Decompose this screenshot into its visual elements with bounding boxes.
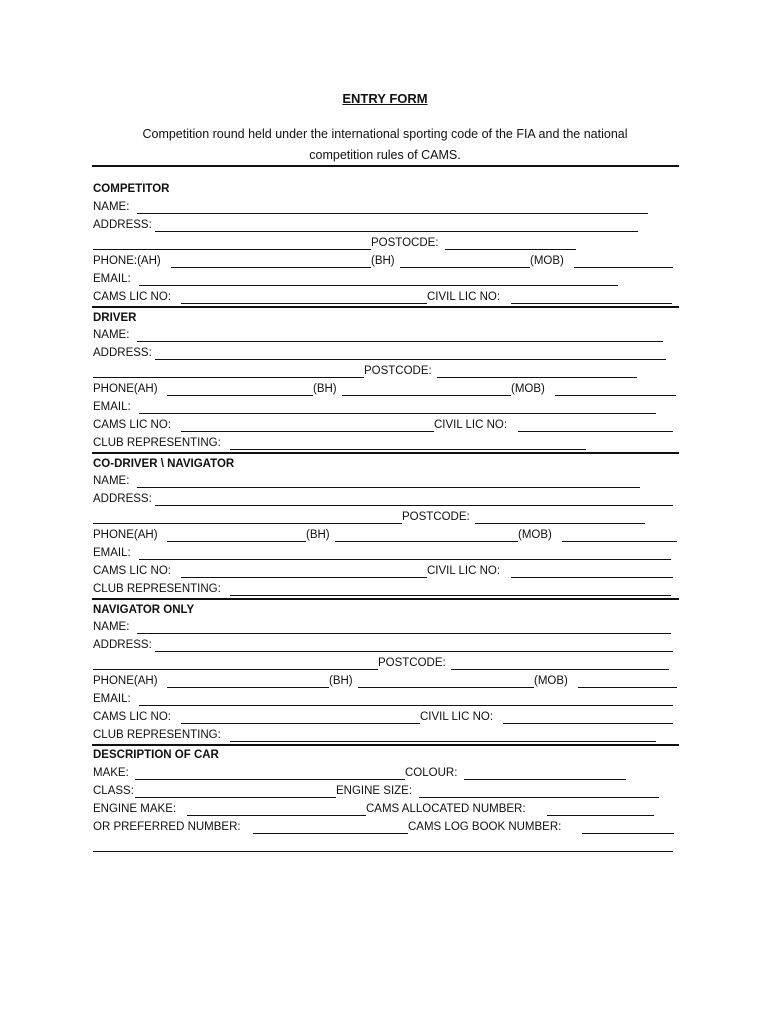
competitor-civil-lic-field[interactable] bbox=[511, 303, 672, 304]
driver-cams-lic-field[interactable] bbox=[181, 431, 434, 432]
co-driver-postcode-row bbox=[93, 510, 678, 528]
navigator-cams-lic-field[interactable] bbox=[181, 723, 420, 724]
navigator-civil-lic-label: CIVIL LIC NO: bbox=[420, 711, 494, 723]
co-driver-address-row bbox=[93, 492, 678, 510]
driver-license-row bbox=[93, 418, 678, 436]
co-driver-email-field[interactable] bbox=[139, 559, 671, 560]
competitor-postcode-label: POSTOCDE: bbox=[371, 237, 439, 249]
car-preferred-row bbox=[93, 820, 678, 838]
competitor-phone-row bbox=[93, 254, 678, 272]
navigator-name-row bbox=[93, 620, 678, 638]
co-driver-phone-ah-field[interactable] bbox=[167, 541, 306, 542]
co-driver-cams-lic-field[interactable] bbox=[181, 577, 427, 578]
navigator-phone-row bbox=[93, 674, 678, 692]
car-engine-make-row bbox=[93, 802, 678, 820]
competitor-phone-ah-field[interactable] bbox=[171, 267, 371, 268]
car-colour-field[interactable] bbox=[464, 779, 626, 780]
navigator-cams-lic-label: CAMS LIC NO: bbox=[93, 711, 171, 723]
navigator-club-field[interactable] bbox=[230, 741, 656, 742]
navigator-postcode-field[interactable] bbox=[451, 669, 669, 670]
navigator-postcode-label: POSTCODE: bbox=[378, 657, 446, 669]
co-driver-phone-row bbox=[93, 528, 678, 546]
navigator-postcode-row bbox=[93, 656, 678, 674]
co-driver-email-label: EMAIL: bbox=[93, 547, 131, 559]
co-driver-phone-ah-label: PHONE(AH) bbox=[93, 529, 158, 541]
car-heading: DESCRIPTION OF CAR bbox=[93, 749, 219, 761]
car-engine-size-label: ENGINE SIZE: bbox=[336, 785, 413, 797]
car-cams-allocated-field[interactable] bbox=[547, 815, 654, 816]
driver-postcode-row bbox=[93, 364, 678, 382]
navigator-name-field[interactable] bbox=[137, 633, 671, 634]
car-log-book-field[interactable] bbox=[582, 833, 674, 834]
competitor-name-field[interactable] bbox=[137, 213, 648, 214]
co-driver-civil-lic-field[interactable] bbox=[511, 577, 673, 578]
co-driver-address-label: ADDRESS: bbox=[93, 493, 152, 505]
car-make-row bbox=[93, 766, 678, 784]
driver-phone-ah-field[interactable] bbox=[167, 395, 313, 396]
navigator-name-label: NAME: bbox=[93, 621, 130, 633]
navigator-license-row bbox=[93, 710, 678, 728]
section-divider bbox=[92, 452, 679, 454]
driver-postcode-label: POSTCODE: bbox=[364, 365, 432, 377]
driver-address-field[interactable] bbox=[155, 359, 666, 360]
driver-phone-ah-label: PHONE(AH) bbox=[93, 383, 158, 395]
competitor-email-field[interactable] bbox=[139, 285, 618, 286]
competitor-cams-lic-label: CAMS LIC NO: bbox=[93, 291, 171, 303]
competitor-postcode-field[interactable] bbox=[445, 249, 576, 250]
co-driver-name-row bbox=[93, 474, 678, 492]
driver-bh-field[interactable] bbox=[342, 395, 511, 396]
co-driver-mob-field[interactable] bbox=[562, 541, 677, 542]
driver-email-row bbox=[93, 400, 678, 418]
competitor-name-label: NAME: bbox=[93, 201, 130, 213]
competitor-postcode-row bbox=[93, 236, 678, 254]
navigator-bh-field[interactable] bbox=[358, 687, 534, 688]
co-driver-postcode-field[interactable] bbox=[475, 523, 645, 524]
driver-email-field[interactable] bbox=[139, 413, 656, 414]
navigator-mob-field[interactable] bbox=[578, 687, 677, 688]
subtitle-line-2: competition rules of CAMS. bbox=[309, 148, 461, 162]
navigator-address-row bbox=[93, 638, 678, 656]
driver-postcode-field[interactable] bbox=[437, 377, 637, 378]
competitor-address-label: ADDRESS: bbox=[93, 219, 152, 231]
driver-civil-lic-field[interactable] bbox=[518, 431, 673, 432]
navigator-phone-ah-label: PHONE(AH) bbox=[93, 675, 158, 687]
car-colour-label: COLOUR: bbox=[405, 767, 458, 779]
co-driver-club-field[interactable] bbox=[230, 595, 671, 596]
car-log-book-label: CAMS LOG BOOK NUMBER: bbox=[408, 821, 562, 833]
navigator-email-label: EMAIL: bbox=[93, 693, 131, 705]
competitor-cams-lic-field[interactable] bbox=[181, 303, 427, 304]
car-preferred-label: OR PREFERRED NUMBER: bbox=[93, 821, 241, 833]
section-divider bbox=[92, 165, 679, 167]
section-divider bbox=[92, 306, 679, 308]
navigator-phone-ah-field[interactable] bbox=[167, 687, 329, 688]
subtitle-line-1: Competition round held under the international sporting code of the FIA and the national bbox=[142, 127, 628, 141]
driver-mob-label: (MOB) bbox=[511, 383, 545, 395]
co-driver-postcode-label: POSTCODE: bbox=[402, 511, 470, 523]
section-divider bbox=[92, 598, 679, 600]
navigator-club-label: CLUB REPRESENTING: bbox=[93, 729, 221, 741]
navigator-civil-lic-field[interactable] bbox=[503, 723, 673, 724]
competitor-address-field[interactable] bbox=[155, 231, 638, 232]
co-driver-civil-lic-label: CIVIL LIC NO: bbox=[427, 565, 501, 577]
co-driver-email-row bbox=[93, 546, 678, 564]
car-class-row bbox=[93, 784, 678, 802]
driver-cams-lic-label: CAMS LIC NO: bbox=[93, 419, 171, 431]
car-class-label: CLASS: bbox=[93, 785, 134, 797]
car-extra-row bbox=[93, 838, 678, 856]
driver-email-label: EMAIL: bbox=[93, 401, 131, 413]
car-engine-size-field[interactable] bbox=[419, 797, 659, 798]
car-make-label: MAKE: bbox=[93, 767, 129, 779]
form-subtitle bbox=[92, 124, 678, 166]
competitor-bh-label: (BH) bbox=[371, 255, 395, 267]
co-driver-club-label: CLUB REPRESENTING: bbox=[93, 583, 221, 595]
car-engine-make-field[interactable] bbox=[187, 815, 366, 816]
driver-bh-label: (BH) bbox=[313, 383, 337, 395]
competitor-email-label: EMAIL: bbox=[93, 273, 131, 285]
driver-name-label: NAME: bbox=[93, 329, 130, 341]
navigator-address-label: ADDRESS: bbox=[93, 639, 152, 651]
competitor-email-row bbox=[93, 272, 678, 290]
driver-club-label: CLUB REPRESENTING: bbox=[93, 437, 221, 449]
navigator-email-row bbox=[93, 692, 678, 710]
co-driver-heading: CO-DRIVER \ NAVIGATOR bbox=[93, 458, 235, 470]
driver-club-field[interactable] bbox=[230, 449, 586, 450]
co-driver-bh-label: (BH) bbox=[306, 529, 330, 541]
navigator-address-field-2[interactable] bbox=[93, 669, 378, 670]
competitor-phone-ah-label: PHONE:(AH) bbox=[93, 255, 161, 267]
car-extra-field[interactable] bbox=[93, 851, 673, 852]
car-preferred-field[interactable] bbox=[253, 833, 408, 834]
competitor-mob-field[interactable] bbox=[574, 267, 673, 268]
car-make-field[interactable] bbox=[135, 779, 405, 780]
co-driver-name-label: NAME: bbox=[93, 475, 130, 487]
competitor-civil-lic-label: CIVIL LIC NO: bbox=[427, 291, 501, 303]
navigator-bh-label: (BH) bbox=[329, 675, 353, 687]
co-driver-license-row bbox=[93, 564, 678, 582]
competitor-address-field-2[interactable] bbox=[93, 249, 371, 250]
driver-address-row bbox=[93, 346, 678, 364]
co-driver-address-field-2[interactable] bbox=[93, 523, 402, 524]
competitor-name-row bbox=[93, 200, 678, 218]
co-driver-bh-field[interactable] bbox=[335, 541, 518, 542]
co-driver-address-field[interactable] bbox=[155, 505, 673, 506]
section-divider bbox=[92, 744, 679, 746]
driver-civil-lic-label: CIVIL LIC NO: bbox=[434, 419, 508, 431]
competitor-bh-field[interactable] bbox=[400, 267, 530, 268]
car-engine-make-label: ENGINE MAKE: bbox=[93, 803, 177, 815]
navigator-email-field[interactable] bbox=[139, 705, 673, 706]
car-class-field[interactable] bbox=[135, 797, 336, 798]
driver-name-field[interactable] bbox=[137, 341, 663, 342]
co-driver-mob-label: (MOB) bbox=[518, 529, 552, 541]
driver-mob-field[interactable] bbox=[555, 395, 676, 396]
competitor-mob-label: (MOB) bbox=[530, 255, 564, 267]
navigator-mob-label: (MOB) bbox=[534, 675, 568, 687]
co-driver-cams-lic-label: CAMS LIC NO: bbox=[93, 565, 171, 577]
driver-heading: DRIVER bbox=[93, 312, 137, 324]
form-title: ENTRY FORM bbox=[342, 91, 428, 106]
driver-name-row bbox=[93, 328, 678, 346]
competitor-heading: COMPETITOR bbox=[93, 183, 170, 195]
driver-address-field-2[interactable] bbox=[93, 377, 364, 378]
car-cams-allocated-label: CAMS ALLOCATED NUMBER: bbox=[366, 803, 526, 815]
co-driver-name-field[interactable] bbox=[137, 487, 640, 488]
driver-phone-row bbox=[93, 382, 678, 400]
competitor-address-row bbox=[93, 218, 678, 236]
driver-address-label: ADDRESS: bbox=[93, 347, 152, 359]
navigator-address-field[interactable] bbox=[155, 651, 673, 652]
navigator-heading: NAVIGATOR ONLY bbox=[93, 604, 195, 616]
